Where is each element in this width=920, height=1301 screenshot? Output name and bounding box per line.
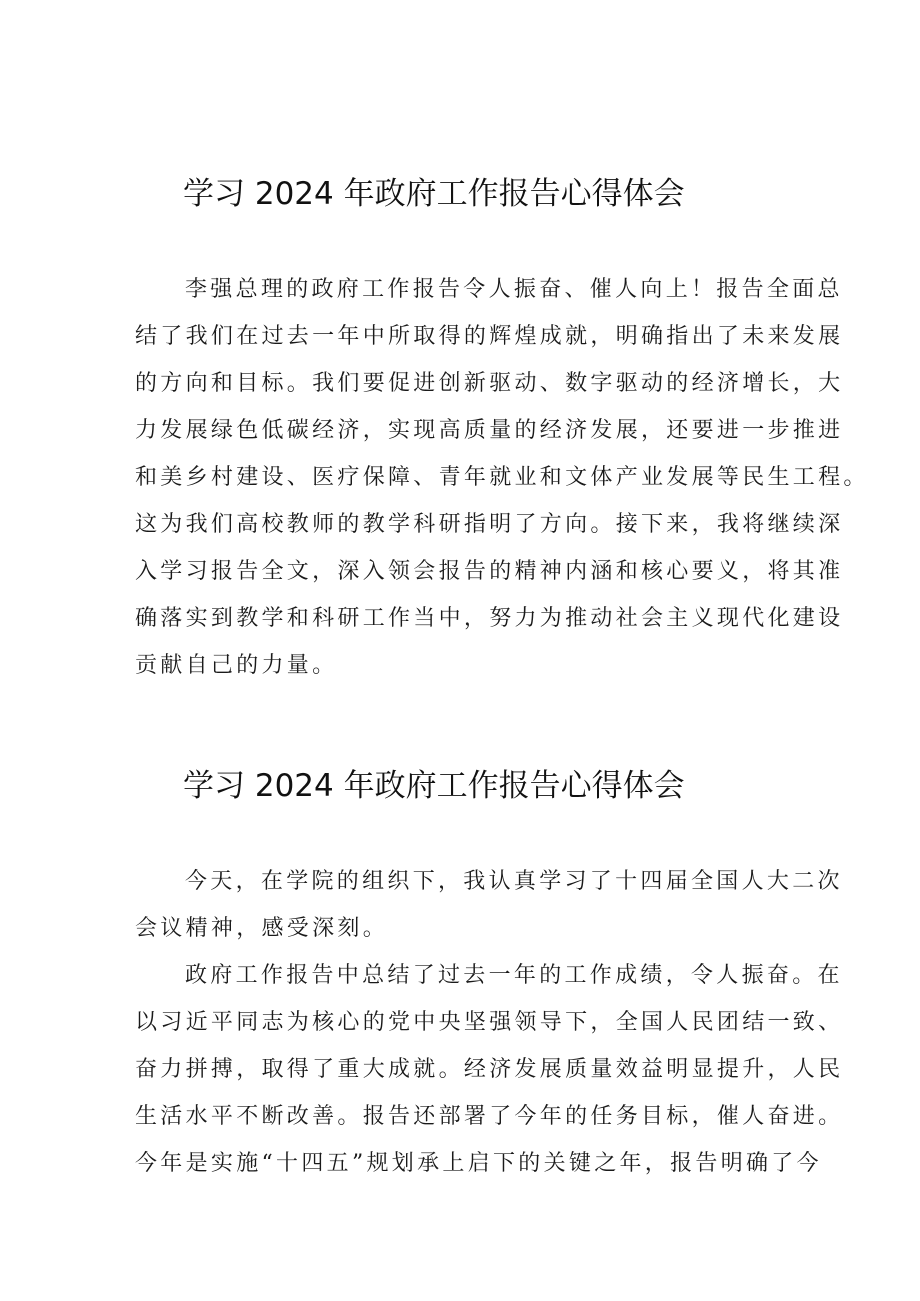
article-1-title: 学习 2024 年政府工作报告心得体会 xyxy=(183,176,685,212)
paragraph-line: 结了我们在过去一年中所取得的辉煌成就，明确指出了未来发展 xyxy=(135,324,844,349)
paragraph-line: 入学习报告全文，深入领会报告的精神内涵和核心要义，将其准 xyxy=(135,559,844,584)
article-2-paragraph-1 xyxy=(135,858,843,952)
paragraph-line: 确落实到教学和科研工作当中，努力为推动社会主义现代化建设 xyxy=(135,606,844,631)
paragraph-line: 今年是实施“十四五”规划承上启下的关键之年，报告明确了今 xyxy=(135,1151,822,1176)
paragraph-line: 这为我们高校教师的教学科研指明了方向。接下来，我将继续深 xyxy=(135,512,844,537)
paragraph-line: 李强总理的政府工作报告令人振奋、催人向上！报告全面总 xyxy=(185,277,843,302)
paragraph-line: 的方向和目标。我们要促进创新驱动、数字驱动的经济增长，大 xyxy=(135,371,844,396)
paragraph-line: 力发展绿色低碳经济，实现高质量的经济发展，还要进一步推进 xyxy=(135,418,844,443)
article-2-paragraph-2 xyxy=(135,952,844,1187)
paragraph-line: 和美乡村建设、医疗保障、青年就业和文体产业发展等民生工程。 xyxy=(135,465,869,490)
paragraph-line: 政府工作报告中总结了过去一年的工作成绩，令人振奋。在 xyxy=(185,963,843,988)
paragraph-line: 贡献自己的力量。 xyxy=(135,653,338,678)
paragraph-line: 以习近平同志为核心的党中央坚强领导下，全国人民团结一致、 xyxy=(135,1010,844,1035)
paragraph-line: 会议精神，感受深刻。 xyxy=(135,916,389,941)
paragraph-line: 奋力拼搏，取得了重大成就。经济发展质量效益明显提升，人民 xyxy=(135,1057,844,1082)
article-1-paragraph xyxy=(135,266,869,689)
article-2-title: 学习 2024 年政府工作报告心得体会 xyxy=(183,768,685,804)
paragraph-line: 今天，在学院的组织下，我认真学习了十四届全国人大二次 xyxy=(185,869,843,894)
paragraph-line: 生活水平不断改善。报告还部署了今年的任务目标，催人奋进。 xyxy=(135,1104,844,1129)
